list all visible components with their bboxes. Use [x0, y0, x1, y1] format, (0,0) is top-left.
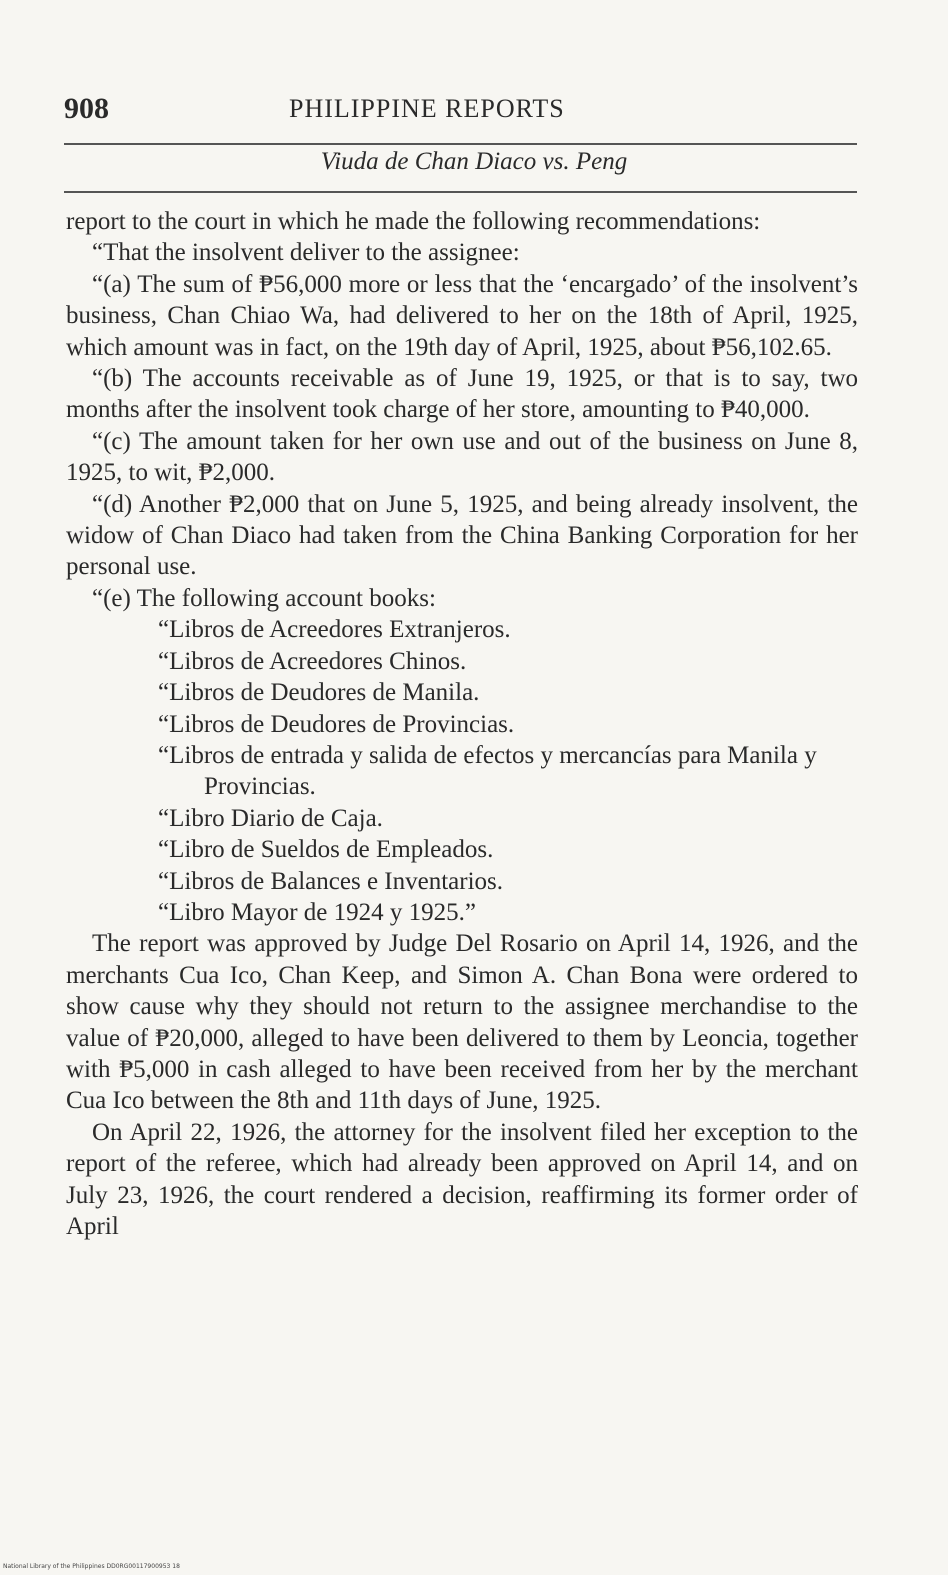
paragraph: On April 22, 1926, the attorney for the insolvent filed her exception to the report of the referee, which had already been approved on April 14, and on July 23, 1926, the court rendered a decision, reaffirming its former order of April	[66, 1118, 858, 1240]
book-list-item: “Libros de Acreedores Chinos.	[158, 647, 467, 675]
running-title: PHILIPPINE REPORTS	[289, 94, 565, 123]
paragraph: report to the court in which he made the following recommendations:	[66, 208, 761, 235]
book-list-item: “Libros de entrada y salida de efectos y mercancías para Manila y Provincias.	[158, 741, 817, 801]
paragraph-item-e: “(e) The following account books:	[92, 584, 436, 612]
book-list-item: “Libro de Sueldos de Empleados.	[158, 836, 494, 864]
page-number: 908	[64, 92, 109, 125]
body-text	[66, 206, 858, 1242]
paragraph-item-a: “(a) The sum of ₱56,000 more or less that the ‘encargado’ of the insolvent’s business, Chan Chiao Wa, had delivered to her on the 18th of April, 1925, which amount was in fact, on the 19th day of April, 1925, about ₱56,102.65.	[66, 270, 858, 361]
footer-source: National Library of the Philippines DD0RG00117900953 18	[3, 1563, 180, 1570]
header-rule-bottom	[64, 191, 857, 193]
paragraph: The report was approved by Judge Del Rosario on April 14, 1926, and the merchants Cua Ico, Chan Keep, and Simon A. Chan Bona were ordered to show cause why they should not return to the assignee merchandise to the value of ₱20,000, alleged to have been delivered to them by Leoncia, together with ₱5,000 in cash alleged to have been received from her by the merchant Cua Ico between the 8th and 11th days of June, 1925.	[66, 930, 858, 1115]
book-list-item: “Libros de Deudores de Provincias.	[158, 710, 515, 738]
book-list-item: “Libro Diario de Caja.	[158, 804, 383, 832]
book-list-item: “Libro Mayor de 1924 y 1925.”	[158, 898, 476, 926]
book-list-item: “Libros de Deudores de Manila.	[158, 679, 480, 707]
paragraph-item-b: “(b) The accounts receivable as of June 19, 1925, or that is to say, two months after the insolvent took charge of her store, amounting to ₱40,000.	[66, 365, 858, 424]
paragraph: “That the insolvent deliver to the assignee:	[92, 239, 520, 267]
paragraph-item-c: “(c) The amount taken for her own use and out of the business on June 8, 1925, to wit, ₱2,000.	[66, 427, 858, 487]
case-title: Viuda de Chan Diaco vs. Peng	[320, 148, 628, 175]
page-header	[64, 92, 864, 138]
paragraph-item-d: “(d) Another ₱2,000 that on June 5, 1925, and being already insolvent, the widow of Chan Diaco had taken from the China Banking Corporation for her personal use.	[66, 490, 858, 581]
book-list-item: “Libros de Balances e Inventarios.	[158, 867, 504, 895]
header-rule-top	[64, 143, 857, 145]
book-list-item: “Libros de Acreedores Extranjeros.	[158, 616, 511, 644]
